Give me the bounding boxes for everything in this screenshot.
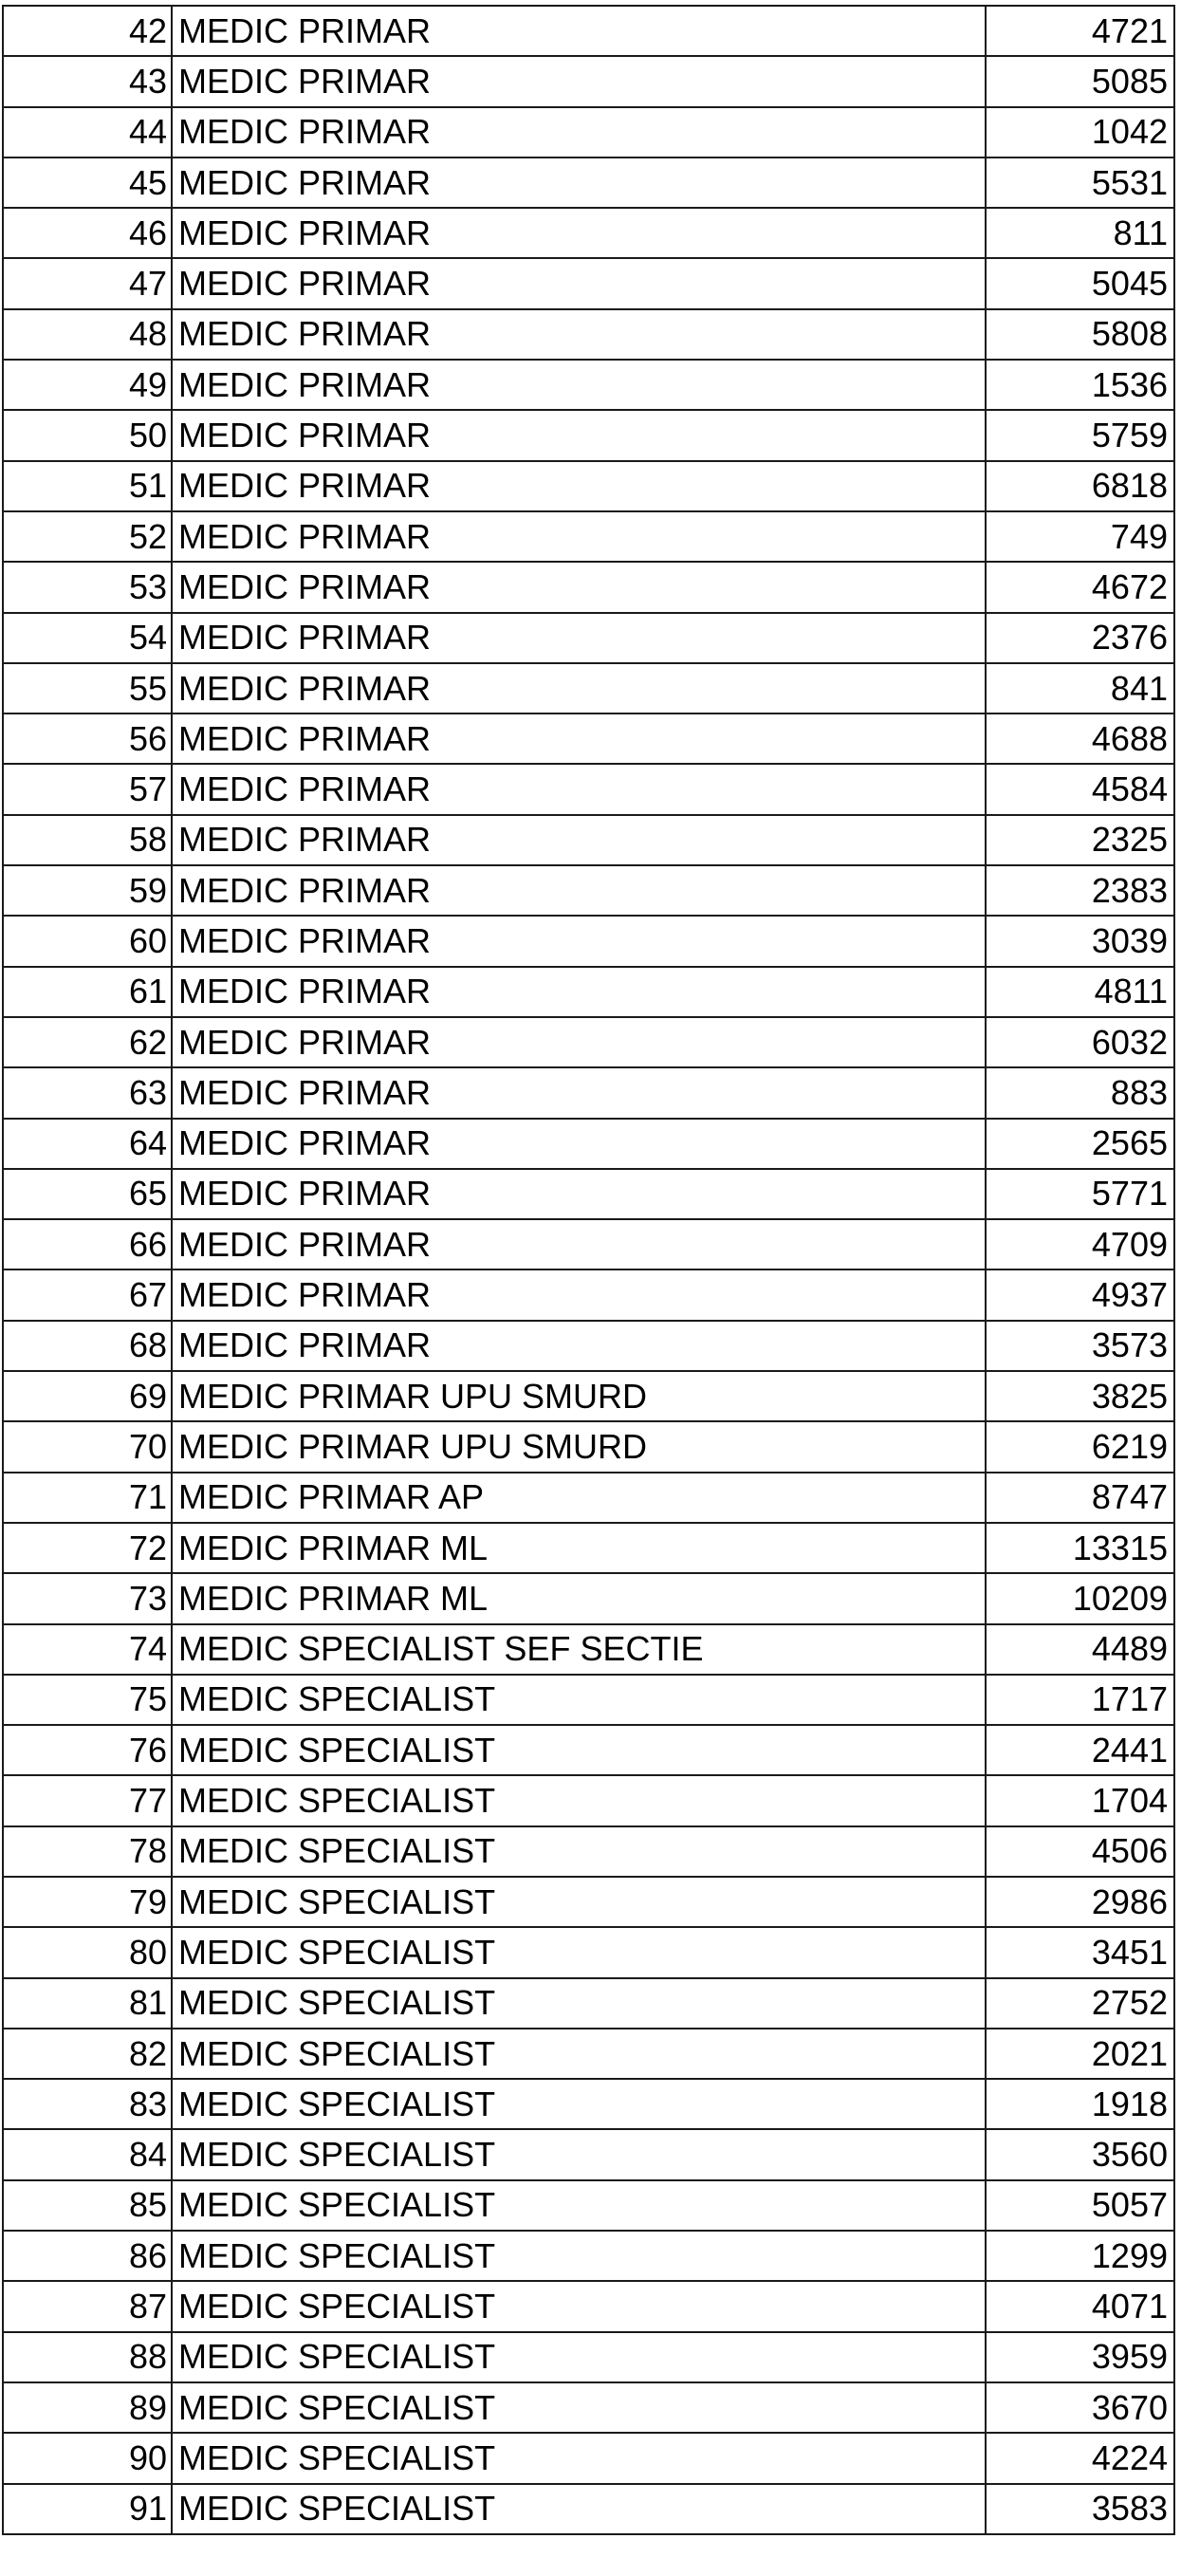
value-cell: 8747 — [986, 1473, 1174, 1523]
table-row — [3, 967, 1174, 1017]
value-cell: 2376 — [986, 613, 1174, 663]
table-row — [3, 309, 1174, 360]
job-title-cell: MEDIC SPECIALIST — [172, 1877, 986, 1927]
job-title-cell: MEDIC SPECIALIST — [172, 1927, 986, 1977]
value-cell: 4709 — [986, 1219, 1174, 1269]
job-title-cell: MEDIC SPECIALIST — [172, 2079, 986, 2129]
value-cell: 3560 — [986, 2129, 1174, 2179]
value-cell: 3583 — [986, 2484, 1174, 2534]
row-number-cell: 56 — [3, 713, 172, 764]
value-cell: 2565 — [986, 1119, 1174, 1169]
row-number-cell: 85 — [3, 2180, 172, 2231]
table-row — [3, 2029, 1174, 2079]
row-number-cell: 45 — [3, 158, 172, 208]
row-number-cell: 76 — [3, 1725, 172, 1775]
table-row — [3, 1119, 1174, 1169]
job-title-cell: MEDIC PRIMAR — [172, 613, 986, 663]
row-number-cell: 53 — [3, 562, 172, 612]
table-row — [3, 208, 1174, 258]
row-number-cell: 59 — [3, 865, 172, 916]
value-cell: 4672 — [986, 562, 1174, 612]
row-number-cell: 61 — [3, 967, 172, 1017]
value-cell: 883 — [986, 1067, 1174, 1118]
job-title-cell: MEDIC PRIMAR — [172, 865, 986, 916]
job-title-cell: MEDIC PRIMAR — [172, 1169, 986, 1219]
value-cell: 1918 — [986, 2079, 1174, 2129]
table-row — [3, 6, 1174, 56]
job-title-cell: MEDIC PRIMAR — [172, 916, 986, 966]
job-title-cell: MEDIC PRIMAR — [172, 461, 986, 511]
job-title-cell: MEDIC PRIMAR UPU SMURD — [172, 1371, 986, 1421]
row-number-cell: 71 — [3, 1473, 172, 1523]
row-number-cell: 43 — [3, 56, 172, 106]
row-number-cell: 50 — [3, 410, 172, 460]
job-title-cell: MEDIC PRIMAR — [172, 258, 986, 308]
value-cell: 1042 — [986, 107, 1174, 158]
table-row — [3, 1067, 1174, 1118]
value-cell: 4688 — [986, 713, 1174, 764]
value-cell: 5085 — [986, 56, 1174, 106]
value-cell: 2752 — [986, 1978, 1174, 2029]
table-row — [3, 764, 1174, 814]
value-cell: 5045 — [986, 258, 1174, 308]
job-title-cell: MEDIC SPECIALIST — [172, 1775, 986, 1825]
table-row — [3, 2332, 1174, 2382]
row-number-cell: 49 — [3, 360, 172, 410]
table-row — [3, 1826, 1174, 1877]
value-cell: 6219 — [986, 1421, 1174, 1472]
job-title-cell: MEDIC SPECIALIST — [172, 2382, 986, 2433]
row-number-cell: 52 — [3, 511, 172, 562]
row-number-cell: 88 — [3, 2332, 172, 2382]
table-row — [3, 2281, 1174, 2331]
table-row — [3, 613, 1174, 663]
value-cell: 811 — [986, 208, 1174, 258]
value-cell: 4811 — [986, 967, 1174, 1017]
table-row — [3, 2079, 1174, 2129]
table-row — [3, 107, 1174, 158]
table-row — [3, 1523, 1174, 1573]
table-row — [3, 2484, 1174, 2534]
value-cell: 5771 — [986, 1169, 1174, 1219]
table-row — [3, 1421, 1174, 1472]
table-row — [3, 1321, 1174, 1371]
value-cell: 5057 — [986, 2180, 1174, 2231]
table-row — [3, 410, 1174, 460]
row-number-cell: 63 — [3, 1067, 172, 1118]
table-row — [3, 713, 1174, 764]
table-row — [3, 2433, 1174, 2483]
row-number-cell: 44 — [3, 107, 172, 158]
job-title-cell: MEDIC PRIMAR — [172, 1119, 986, 1169]
value-cell: 2441 — [986, 1725, 1174, 1775]
table-row — [3, 2129, 1174, 2179]
value-cell: 6032 — [986, 1017, 1174, 1067]
table-row — [3, 1169, 1174, 1219]
row-number-cell: 64 — [3, 1119, 172, 1169]
value-cell: 5759 — [986, 410, 1174, 460]
row-number-cell: 89 — [3, 2382, 172, 2433]
table-row — [3, 1573, 1174, 1623]
row-number-cell: 57 — [3, 764, 172, 814]
row-number-cell: 86 — [3, 2231, 172, 2281]
table-row — [3, 1624, 1174, 1675]
job-title-cell: MEDIC SPECIALIST — [172, 2433, 986, 2483]
value-cell: 4071 — [986, 2281, 1174, 2331]
value-cell: 10209 — [986, 1573, 1174, 1623]
job-title-cell: MEDIC PRIMAR — [172, 410, 986, 460]
job-title-cell: MEDIC SPECIALIST — [172, 1675, 986, 1725]
value-cell: 1704 — [986, 1775, 1174, 1825]
table-row — [3, 56, 1174, 106]
row-number-cell: 55 — [3, 663, 172, 713]
value-cell: 1536 — [986, 360, 1174, 410]
job-title-cell: MEDIC SPECIALIST — [172, 2332, 986, 2382]
table-row — [3, 1269, 1174, 1320]
row-number-cell: 65 — [3, 1169, 172, 1219]
job-title-cell: MEDIC SPECIALIST — [172, 1978, 986, 2029]
job-title-cell: MEDIC PRIMAR — [172, 6, 986, 56]
row-number-cell: 84 — [3, 2129, 172, 2179]
row-number-cell: 74 — [3, 1624, 172, 1675]
value-cell: 4224 — [986, 2433, 1174, 2483]
table-row — [3, 511, 1174, 562]
table-row — [3, 1877, 1174, 1927]
row-number-cell: 48 — [3, 309, 172, 360]
job-title-cell: MEDIC PRIMAR — [172, 1321, 986, 1371]
table-row — [3, 2382, 1174, 2433]
row-number-cell: 81 — [3, 1978, 172, 2029]
row-number-cell: 66 — [3, 1219, 172, 1269]
job-title-cell: MEDIC PRIMAR UPU SMURD — [172, 1421, 986, 1472]
row-number-cell: 70 — [3, 1421, 172, 1472]
table-row — [3, 1675, 1174, 1725]
row-number-cell: 51 — [3, 461, 172, 511]
job-title-cell: MEDIC PRIMAR — [172, 663, 986, 713]
value-cell: 749 — [986, 511, 1174, 562]
table-row — [3, 916, 1174, 966]
table-row — [3, 360, 1174, 410]
job-title-cell: MEDIC SPECIALIST — [172, 2281, 986, 2331]
value-cell: 3451 — [986, 1927, 1174, 1977]
job-title-cell: MEDIC SPECIALIST — [172, 2180, 986, 2231]
value-cell: 2021 — [986, 2029, 1174, 2079]
table-row — [3, 1775, 1174, 1825]
value-cell: 5808 — [986, 309, 1174, 360]
row-number-cell: 75 — [3, 1675, 172, 1725]
value-cell: 1717 — [986, 1675, 1174, 1725]
row-number-cell: 82 — [3, 2029, 172, 2079]
value-cell: 4506 — [986, 1826, 1174, 1877]
table-row — [3, 2180, 1174, 2231]
row-number-cell: 91 — [3, 2484, 172, 2534]
table-row — [3, 1371, 1174, 1421]
job-title-cell: MEDIC PRIMAR — [172, 562, 986, 612]
row-number-cell: 62 — [3, 1017, 172, 1067]
job-title-cell: MEDIC SPECIALIST — [172, 2484, 986, 2534]
value-cell: 3573 — [986, 1321, 1174, 1371]
job-title-cell: MEDIC PRIMAR — [172, 1067, 986, 1118]
table-row — [3, 258, 1174, 308]
job-title-cell: MEDIC PRIMAR — [172, 309, 986, 360]
value-cell: 2325 — [986, 815, 1174, 865]
table-row — [3, 562, 1174, 612]
job-title-cell: MEDIC PRIMAR — [172, 713, 986, 764]
job-title-cell: MEDIC PRIMAR — [172, 360, 986, 410]
value-cell: 1299 — [986, 2231, 1174, 2281]
table-row — [3, 865, 1174, 916]
row-number-cell: 69 — [3, 1371, 172, 1421]
row-number-cell: 77 — [3, 1775, 172, 1825]
salary-table — [2, 5, 1175, 2535]
job-title-cell: MEDIC SPECIALIST — [172, 1725, 986, 1775]
row-number-cell: 83 — [3, 2079, 172, 2129]
value-cell: 3039 — [986, 916, 1174, 966]
value-cell: 2986 — [986, 1877, 1174, 1927]
row-number-cell: 42 — [3, 6, 172, 56]
row-number-cell: 46 — [3, 208, 172, 258]
table-row — [3, 1017, 1174, 1067]
job-title-cell: MEDIC PRIMAR AP — [172, 1473, 986, 1523]
job-title-cell: MEDIC SPECIALIST — [172, 1826, 986, 1877]
job-title-cell: MEDIC PRIMAR ML — [172, 1573, 986, 1623]
job-title-cell: MEDIC PRIMAR — [172, 208, 986, 258]
row-number-cell: 68 — [3, 1321, 172, 1371]
job-title-cell: MEDIC PRIMAR — [172, 764, 986, 814]
table-row — [3, 815, 1174, 865]
job-title-cell: MEDIC SPECIALIST SEF SECTIE — [172, 1624, 986, 1675]
value-cell: 4937 — [986, 1269, 1174, 1320]
table-row — [3, 461, 1174, 511]
job-title-cell: MEDIC SPECIALIST — [172, 2231, 986, 2281]
row-number-cell: 60 — [3, 916, 172, 966]
row-number-cell: 72 — [3, 1523, 172, 1573]
table-row — [3, 1927, 1174, 1977]
row-number-cell: 54 — [3, 613, 172, 663]
table-row — [3, 1219, 1174, 1269]
value-cell: 3670 — [986, 2382, 1174, 2433]
value-cell: 5531 — [986, 158, 1174, 208]
job-title-cell: MEDIC PRIMAR — [172, 967, 986, 1017]
value-cell: 4721 — [986, 6, 1174, 56]
row-number-cell: 79 — [3, 1877, 172, 1927]
table-row — [3, 158, 1174, 208]
value-cell: 13315 — [986, 1523, 1174, 1573]
job-title-cell: MEDIC PRIMAR — [172, 815, 986, 865]
job-title-cell: MEDIC PRIMAR — [172, 1269, 986, 1320]
job-title-cell: MEDIC PRIMAR — [172, 56, 986, 106]
job-title-cell: MEDIC PRIMAR — [172, 158, 986, 208]
value-cell: 2383 — [986, 865, 1174, 916]
table-row — [3, 2231, 1174, 2281]
value-cell: 4584 — [986, 764, 1174, 814]
value-cell: 3959 — [986, 2332, 1174, 2382]
job-title-cell: MEDIC PRIMAR — [172, 1017, 986, 1067]
value-cell: 3825 — [986, 1371, 1174, 1421]
value-cell: 841 — [986, 663, 1174, 713]
row-number-cell: 47 — [3, 258, 172, 308]
table-row — [3, 1725, 1174, 1775]
table-row — [3, 663, 1174, 713]
row-number-cell: 58 — [3, 815, 172, 865]
job-title-cell: MEDIC SPECIALIST — [172, 2129, 986, 2179]
job-title-cell: MEDIC PRIMAR ML — [172, 1523, 986, 1573]
job-title-cell: MEDIC SPECIALIST — [172, 2029, 986, 2079]
row-number-cell: 90 — [3, 2433, 172, 2483]
value-cell: 4489 — [986, 1624, 1174, 1675]
row-number-cell: 73 — [3, 1573, 172, 1623]
value-cell: 6818 — [986, 461, 1174, 511]
table-row — [3, 1978, 1174, 2029]
row-number-cell: 67 — [3, 1269, 172, 1320]
job-title-cell: MEDIC PRIMAR — [172, 511, 986, 562]
job-title-cell: MEDIC PRIMAR — [172, 107, 986, 158]
row-number-cell: 80 — [3, 1927, 172, 1977]
job-title-cell: MEDIC PRIMAR — [172, 1219, 986, 1269]
row-number-cell: 87 — [3, 2281, 172, 2331]
salary-table-body — [3, 6, 1174, 2534]
table-row — [3, 1473, 1174, 1523]
row-number-cell: 78 — [3, 1826, 172, 1877]
